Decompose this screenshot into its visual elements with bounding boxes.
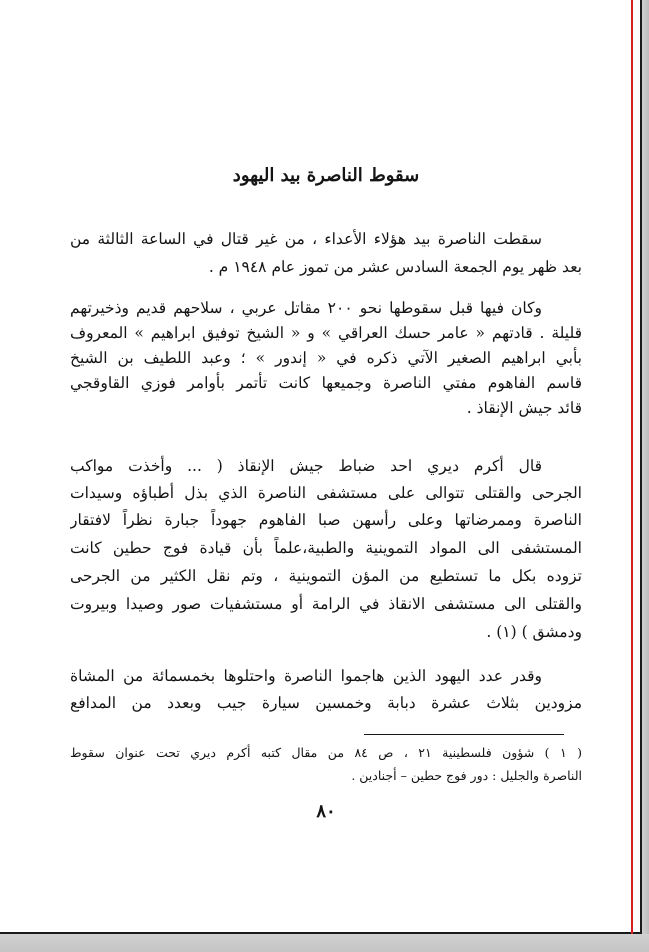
text-line: بأبي ابراهيم الصغير الآتي ذكره في « إندور » ؛ وعبد اللطيف بن الشيخ: [70, 349, 582, 367]
text-line: قليلة . قادتهم « عامر حسك العراقي » و « الشيخ توفيق ابراهيم » المعروف: [70, 324, 582, 342]
footnote-line: ( ١ ) شؤون فلسطينية ٢١ ، ص ٨٤ من مقال كتبه أكرم ديري تحت عنوان سقوط: [70, 745, 582, 760]
text-line: الجرحى والقتلى تتوالى على مستشفى الناصرة الذي بذل أطباؤه وسيدات: [70, 484, 582, 502]
text-line: تزوده بكل ما تستطيع من المؤن التموينية ، وتم نقل الكثير من الجرحى: [70, 567, 582, 585]
text-line: مزودين بثلاث عشرة دبابة وخمسين سيارة جيب وبعدد من المدافع: [70, 694, 582, 712]
text-line: قال أكرم ديري احد ضباط جيش الإنقاذ ( ... وأخذت مواكب: [70, 457, 542, 475]
footnote-line: الناصرة والجليل : دور فوج حطين – أجنادين .: [351, 768, 582, 783]
text-line: سقطت الناصرة بيد هؤلاء الأعداء ، من غير قتال في الساعة الثالثة من: [70, 230, 542, 248]
page-edge-right: [642, 0, 649, 952]
text-line: بعد ظهر يوم الجمعة السادس عشر من تموز عام ١٩٤٨ م .: [208, 258, 582, 276]
text-line: قائد جيش الإنقاذ .: [466, 399, 582, 417]
text-line: المستشفى الى المواد التموينية والطبية،علماً بأن قيادة فوج حطين كانت: [70, 539, 582, 557]
page-number: ٨٠: [316, 801, 336, 822]
page-edge-bottom: [0, 934, 649, 952]
footnote-separator: [364, 734, 564, 735]
text-line: والقتلى الى مستشفى الانقاذ في الرامة أو مستشفيات صور وصيدا وبيروت: [70, 595, 582, 613]
text-line: ودمشق ) (١) .: [486, 623, 582, 641]
text-line: الناصرة وممرضاتها وعلى رأسهن صبا الفاهوم جهوداً جبارة نظراً لافتقار: [70, 511, 582, 529]
margin-red-line: [631, 0, 633, 934]
text-line: وقدر عدد اليهود الذين هاجموا الناصرة واحتلوها بخمسمائة من المشاة: [70, 667, 542, 685]
text-line: قاسم الفاهوم مفتي الناصرة وجميعها كانت تأتمر بأوامر فوزي القاوقجي: [70, 374, 582, 392]
page-title: سقوط الناصرة بيد اليهود: [232, 165, 420, 186]
text-line: وكان فيها قبل سقوطها نحو ٢٠٠ مقاتل عربي ، سلاحهم قديم وذخيرتهم: [70, 299, 543, 317]
